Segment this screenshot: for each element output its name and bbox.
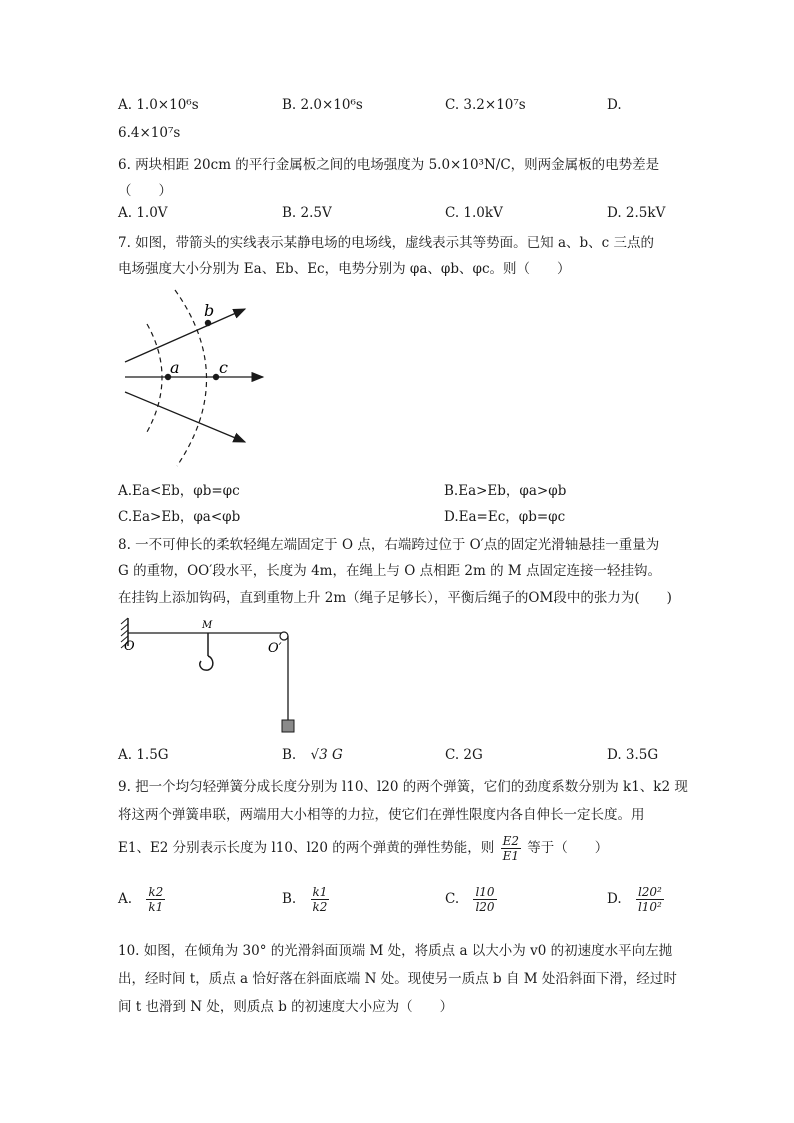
point-b xyxy=(205,320,211,326)
q6-option-b: B. 2.5V xyxy=(282,205,332,221)
pulley xyxy=(280,632,288,640)
q9-option-c-num: l10 xyxy=(475,885,495,899)
q6-option-c: C. 1.0kV xyxy=(445,205,503,221)
q9-ratio-num: E2 xyxy=(502,834,519,848)
q8-line2: G 的重物，OO′段水平，长度为 4m，在绳上与 O 点相距 2m 的 M 点固定连接一轻挂钩。 xyxy=(118,563,661,579)
q7-option-c: C.Ea>Eb，φa<φb xyxy=(118,509,241,525)
q9-option-a xyxy=(118,885,167,914)
q9-option-d-num: l20² xyxy=(637,885,662,899)
q5-option-b: B. 2.0×10⁶s xyxy=(282,97,363,113)
q9-option-a-num: k2 xyxy=(148,885,164,899)
field-line-upper xyxy=(125,309,245,362)
q9-line3-pre: E1、E2 分别表示长度为 l10、l20 的两个弹黄的弹性势能，则 xyxy=(118,840,495,856)
weight-block xyxy=(282,720,294,732)
q9-line3-post: 等于（ ） xyxy=(527,840,609,856)
q9-option-d xyxy=(607,885,666,914)
label-o: O xyxy=(124,639,135,654)
q8-option-b-value: √3 G xyxy=(310,747,343,763)
q9-option-b-num: k1 xyxy=(312,885,328,899)
q9-option-b-den: k2 xyxy=(312,900,328,914)
q9-option-b-label: B. xyxy=(282,891,297,907)
q9-option-c-den: l20 xyxy=(475,900,495,914)
q7-stem-line2: 电场强度大小分别为 Ea、Eb、Ec，电势分别为 φa、φb、φc。则（ ） xyxy=(118,261,571,277)
q9-option-d-frac xyxy=(636,885,664,914)
q9-line3 xyxy=(118,834,608,863)
q5-option-d-label: D. xyxy=(607,97,622,113)
q8-option-b xyxy=(282,747,343,763)
q6-blank: （ ） xyxy=(118,183,172,199)
q7-option-a: A.Ea<Eb，φb=φc xyxy=(118,483,240,499)
q5-option-a: A. 1.0×10⁶s xyxy=(118,97,199,113)
q8-option-a: A. 1.5G xyxy=(118,747,169,763)
q10-line1: 10. 如图，在倾角为 30° 的光滑斜面顶端 M 处，将质点 a 以大小为 v0 的初速度水平向左抛 xyxy=(118,943,673,959)
q9-energy-ratio xyxy=(501,834,521,863)
q9-option-b xyxy=(282,885,331,914)
label-m: M xyxy=(202,620,213,631)
q9-line1: 9. 把一个均匀轻弹簧分成长度分别为 l10、l20 的两个弹簧，它们的劲度系数分别为 k1、k2 现 xyxy=(118,779,688,795)
q9-ratio-den: E1 xyxy=(502,849,519,863)
q9-option-b-frac xyxy=(311,885,330,914)
q8-option-d: D. 3.5G xyxy=(607,747,659,763)
q9-option-a-den: k1 xyxy=(148,900,164,914)
q8-line1: 8. 一不可伸长的柔软轻绳左端固定于 O 点，右端跨过位于 O′点的固定光滑轴悬挂一重量为 xyxy=(118,537,660,553)
q10-line2: 出，经时间 t，质点 a 恰好落在斜面底端 N 处。现使另一质点 b 自 M 处沿斜面下滑，经过时 xyxy=(118,971,677,987)
q8-line3: 在挂钩上添加钩码，直到重物上升 2m（绳子足够长），平衡后绳子的OM段中的张力为( ) xyxy=(118,590,672,606)
q7-option-d: D.Ea=Ec，φb=φc xyxy=(444,509,566,525)
q9-line2: 将这两个弹簧串联，两端用大小相等的力拉，使它们在弹性限度内各自伸长一定长度。用 xyxy=(118,807,645,823)
q8-option-b-label: B. xyxy=(282,747,297,763)
label-a: a xyxy=(170,358,180,377)
q7-electric-field-figure xyxy=(115,282,275,472)
q9-option-a-frac xyxy=(146,885,165,914)
q7-option-b: B.Ea>Eb，φa>φb xyxy=(444,483,567,499)
q6-stem: 6. 两块相距 20cm 的平行金属板之间的电场强度为 5.0×10³N/C，则两金属板的电势差是 xyxy=(118,157,660,173)
q9-option-a-label: A. xyxy=(118,891,133,907)
label-o-prime: O′ xyxy=(268,641,282,656)
q6-option-a: A. 1.0V xyxy=(118,205,168,221)
q5-option-d-value: 6.4×10⁷s xyxy=(118,125,181,141)
q9-option-c-frac xyxy=(473,885,496,914)
q6-option-d: D. 2.5kV xyxy=(607,205,666,221)
label-c: c xyxy=(219,358,228,377)
hook-curve xyxy=(200,656,213,670)
q5-option-c: C. 3.2×10⁷s xyxy=(445,97,526,113)
equipotential-outer xyxy=(175,290,207,466)
equipotential-inner xyxy=(147,324,162,432)
q8-option-c: C. 2G xyxy=(445,747,483,763)
q9-option-d-label: D. xyxy=(607,891,622,907)
q10-line3: 间 t 也滑到 N 处，则质点 b 的初速度大小应为（ ） xyxy=(118,999,454,1015)
label-b: b xyxy=(204,301,215,320)
q9-option-c xyxy=(445,885,499,914)
field-line-lower xyxy=(125,392,245,442)
q8-rope-figure xyxy=(118,614,308,738)
q9-option-d-den: l10² xyxy=(637,900,662,914)
q9-option-c-label: C. xyxy=(445,891,460,907)
q7-stem-line1: 7. 如图，带箭头的实线表示某静电场的电场线，虚线表示其等势面。已知 a、b、c 三点的 xyxy=(118,235,655,251)
